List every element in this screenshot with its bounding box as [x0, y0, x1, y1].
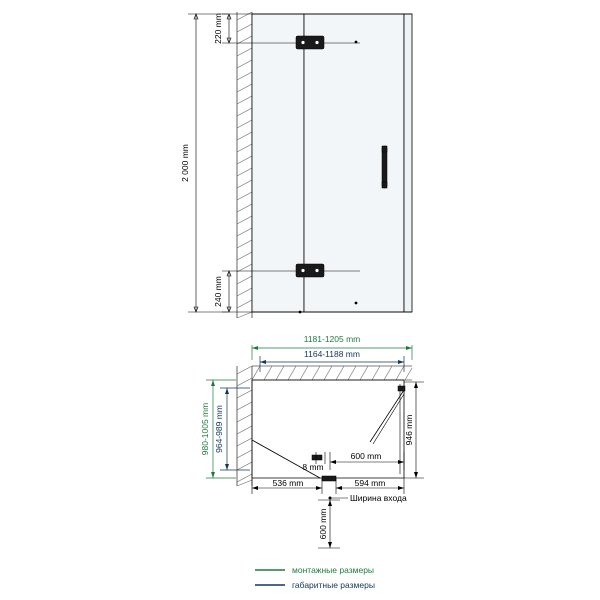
- legend: [255, 565, 375, 590]
- wall-hatch-plan-left: [237, 366, 252, 486]
- dim-plan-door-width-label: 600 mm: [350, 451, 382, 461]
- dim-plan-depth-overall-label: 964-989 mm: [214, 405, 224, 453]
- plan-door-post: [322, 476, 336, 481]
- dim-plan-entry-depth-label: 600 mm: [318, 508, 328, 540]
- elevation-hinge-top: [296, 36, 324, 49]
- dim-bottom-offset: [213, 271, 252, 312]
- dim-plan-entry-width-label: 594 mm: [354, 478, 386, 488]
- dim-plan-fixed-panel: [252, 478, 322, 494]
- wall-hatch-plan-top: [252, 366, 412, 380]
- dim-plan-depth-overall: [214, 388, 250, 470]
- dim-height-label: 2 000 mm: [180, 144, 190, 182]
- plan-fixed-panel: [252, 440, 320, 478]
- plan-enclosure-outline: [252, 380, 404, 478]
- wall-hatch-elevation: [237, 12, 252, 318]
- dim-plan-entry-width: [336, 478, 404, 494]
- dim-height: [180, 14, 228, 312]
- dim-plan-right-side-label: 946 mm: [404, 414, 414, 446]
- elevation-hinge-bottom: [296, 264, 324, 277]
- entry-label-group: [329, 493, 407, 503]
- dim-bottom-offset-label: 240 mm: [213, 276, 223, 307]
- dim-plan-width-mounting-label: 1181-1205 mm: [303, 334, 361, 344]
- plan-door-leaf: [370, 390, 404, 442]
- dim-plan-door-gap-label: 8 mm: [302, 462, 324, 472]
- dim-plan-fixed-panel-label: 536 mm: [272, 478, 304, 488]
- dim-plan-depth-mounting-label: 980-1005 mm: [200, 402, 210, 456]
- elevation-side-panel: [404, 14, 412, 312]
- dim-plan-entry-depth: [318, 500, 340, 548]
- entry-label: Ширина входа: [350, 493, 407, 503]
- dim-plan-door-width: [330, 451, 404, 470]
- legend-item-1-label: габаритные размеры: [292, 580, 375, 590]
- legend-item-0-label: монтажные размеры: [292, 565, 375, 575]
- plan-hinge-marker-right: [398, 386, 405, 391]
- dim-top-offset-label: 220 mm: [213, 13, 223, 44]
- dim-plan-right-side: [404, 382, 424, 478]
- dim-plan-width-overall: [260, 349, 404, 372]
- dim-plan-width-overall-label: 1164-1188 mm: [304, 349, 360, 359]
- plan-hinge-marker: [312, 455, 322, 460]
- elevation-door-handle: [382, 146, 387, 188]
